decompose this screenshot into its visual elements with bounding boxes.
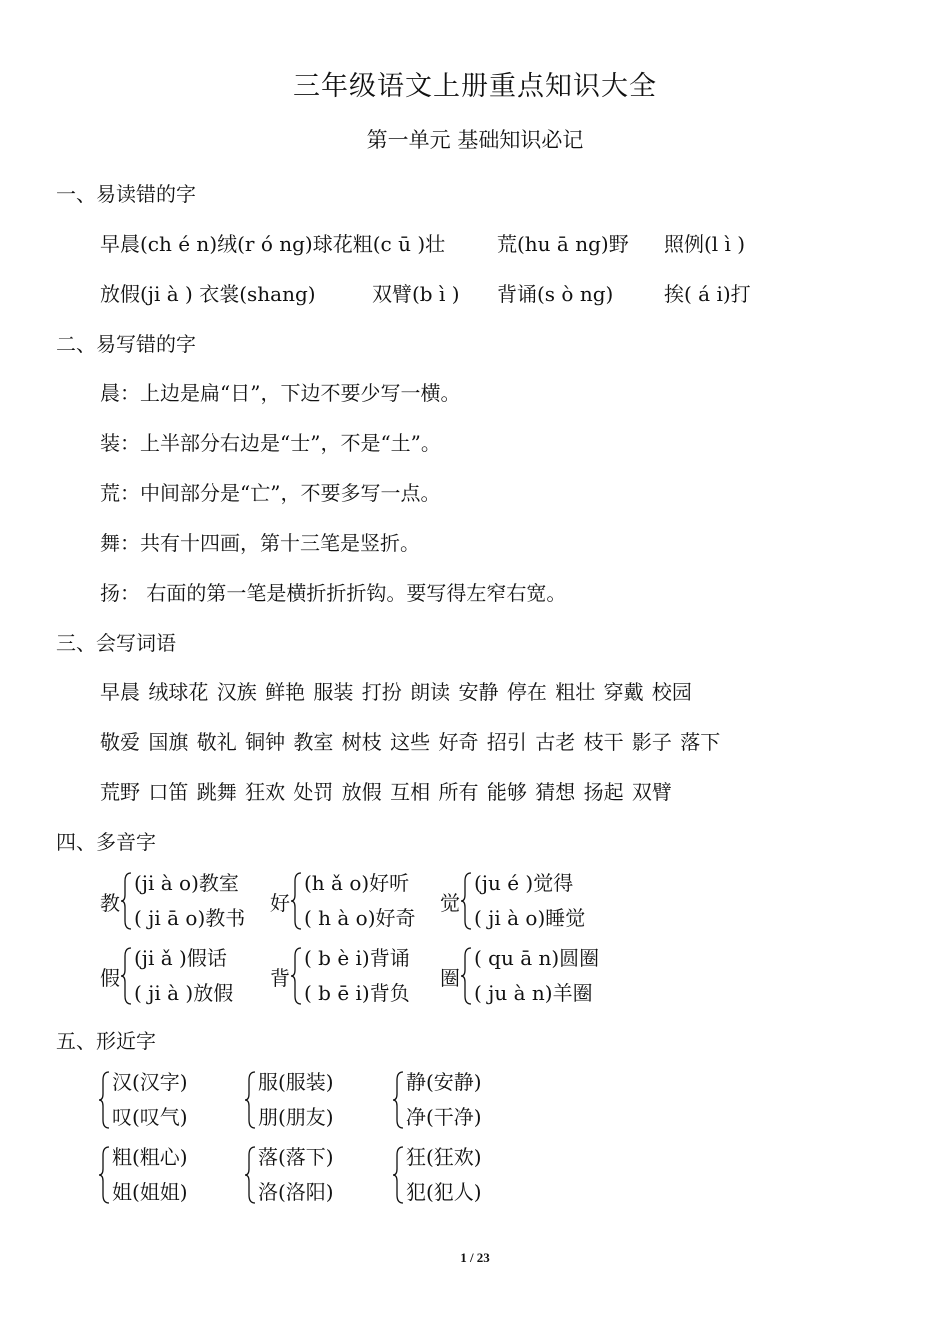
pinyin-item: 双臂(b ì ) <box>372 282 460 306</box>
brace-icon <box>120 871 132 931</box>
brace-icon <box>120 946 132 1006</box>
page-number: 1 / 23 <box>460 1250 490 1265</box>
polyphone-reading: ( h à o)好奇 <box>304 906 416 930</box>
pinyin-item: 背诵(s ò ng) <box>497 282 614 306</box>
polyphone-char: 好 <box>270 890 290 915</box>
similar-char: 服(服装) <box>258 1070 334 1094</box>
brace-icon <box>244 1145 256 1205</box>
unit-subtitle: 第一单元 基础知识必记 <box>366 128 584 152</box>
polyphone-reading: ( ji à )放假 <box>134 981 234 1005</box>
writing-tip: 装：上半部分右边是“士”，不是“土”。 <box>100 431 441 455</box>
polyphone-reading: ( b ē i)背负 <box>304 981 410 1005</box>
polyphone-char: 圈 <box>440 965 460 990</box>
similar-char: 净(干净) <box>406 1105 482 1129</box>
similar-char: 落(落下) <box>258 1145 334 1169</box>
similar-char: 朋(朋友) <box>258 1105 334 1129</box>
similar-char: 粗(粗心) <box>112 1145 188 1169</box>
polyphone-reading: (ji à o)教室 <box>134 871 239 895</box>
polyphone-char: 教 <box>100 890 120 915</box>
polyphone-reading: ( ji ā o)教书 <box>134 906 246 930</box>
section-heading-1: 一、易读错的字 <box>56 182 196 206</box>
polyphone-char: 背 <box>270 965 290 990</box>
writing-tip: 晨：上边是扁“日”，下边不要少写一横。 <box>100 381 461 405</box>
section-heading-2: 二、易写错的字 <box>56 332 196 356</box>
similar-char-group <box>392 1065 482 1135</box>
similar-char-group <box>98 1140 188 1210</box>
brace-icon <box>98 1145 110 1205</box>
word-list-line: 敬爱 国旗 敬礼 铜钟 教室 树枝 这些 好奇 招引 古老 枝干 影子 落下 <box>100 730 721 754</box>
polyphone-group <box>270 941 410 1011</box>
section-heading-3: 三、会写词语 <box>56 631 176 655</box>
polyphone-group <box>100 941 233 1011</box>
brace-icon <box>392 1070 404 1130</box>
polyphone-reading: (ji ǎ )假话 <box>134 946 227 970</box>
section-heading-5: 五、形近字 <box>56 1029 156 1053</box>
brace-icon <box>244 1070 256 1130</box>
word-list-line: 荒野 口笛 跳舞 狂欢 处罚 放假 互相 所有 能够 猜想 扬起 双臂 <box>100 780 672 804</box>
writing-tip: 荒：中间部分是“亡”，不要多写一点。 <box>100 481 441 505</box>
polyphone-reading: ( ju à n)羊圈 <box>474 981 593 1005</box>
similar-char: 犯(犯人) <box>406 1180 482 1204</box>
pinyin-item: 照例(l ì ) <box>664 232 746 256</box>
similar-char-group <box>98 1065 188 1135</box>
brace-icon <box>460 871 472 931</box>
writing-tip: 舞：共有十四画，第十三笔是竖折。 <box>100 531 420 555</box>
polyphone-reading: ( b è i)背诵 <box>304 946 410 970</box>
polyphone-group <box>100 866 245 936</box>
brace-icon <box>98 1070 110 1130</box>
polyphone-char: 假 <box>100 965 120 990</box>
brace-icon <box>290 871 302 931</box>
polyphone-group <box>440 866 585 936</box>
polyphone-char: 觉 <box>440 890 460 915</box>
similar-char-group <box>392 1140 482 1210</box>
similar-char-group <box>244 1140 334 1210</box>
polyphone-reading: ( qu ā n)圆圈 <box>474 946 600 970</box>
polyphone-reading: (ju é )觉得 <box>474 871 574 895</box>
page-title: 三年级语文上册重点知识大全 <box>293 71 657 102</box>
brace-icon <box>290 946 302 1006</box>
polyphone-reading: (h ǎ o)好听 <box>304 871 410 895</box>
brace-icon <box>460 946 472 1006</box>
section-heading-4: 四、多音字 <box>56 830 156 854</box>
pinyin-item: 荒(hu ā ng)野 <box>497 232 629 256</box>
similar-char: 狂(狂欢) <box>406 1145 482 1169</box>
similar-char: 叹(叹气) <box>112 1105 188 1129</box>
brace-icon <box>392 1145 404 1205</box>
similar-char: 洛(洛阳) <box>258 1180 334 1204</box>
polyphone-group <box>270 866 416 936</box>
polyphone-reading: ( ji à o)睡觉 <box>474 906 586 930</box>
similar-char: 姐(姐姐) <box>112 1180 188 1204</box>
polyphone-group <box>440 941 599 1011</box>
word-list-line: 早晨 绒球花 汉族 鲜艳 服装 打扮 朗读 安静 停在 粗壮 穿戴 校园 <box>100 680 692 704</box>
pinyin-item: 放假(ji à ) 衣裳(shang) <box>100 282 316 306</box>
pinyin-item: 早晨(ch é n)绒(r ó ng)球花粗(c ū )壮 <box>100 232 446 256</box>
similar-char: 汉(汉字) <box>112 1070 188 1094</box>
writing-tip: 扬： 右面的第一笔是横折折折钩。要写得左窄右宽。 <box>100 581 567 605</box>
similar-char: 静(安静) <box>406 1070 482 1094</box>
similar-char-group <box>244 1065 334 1135</box>
pinyin-item: 挨( á i)打 <box>664 282 751 306</box>
